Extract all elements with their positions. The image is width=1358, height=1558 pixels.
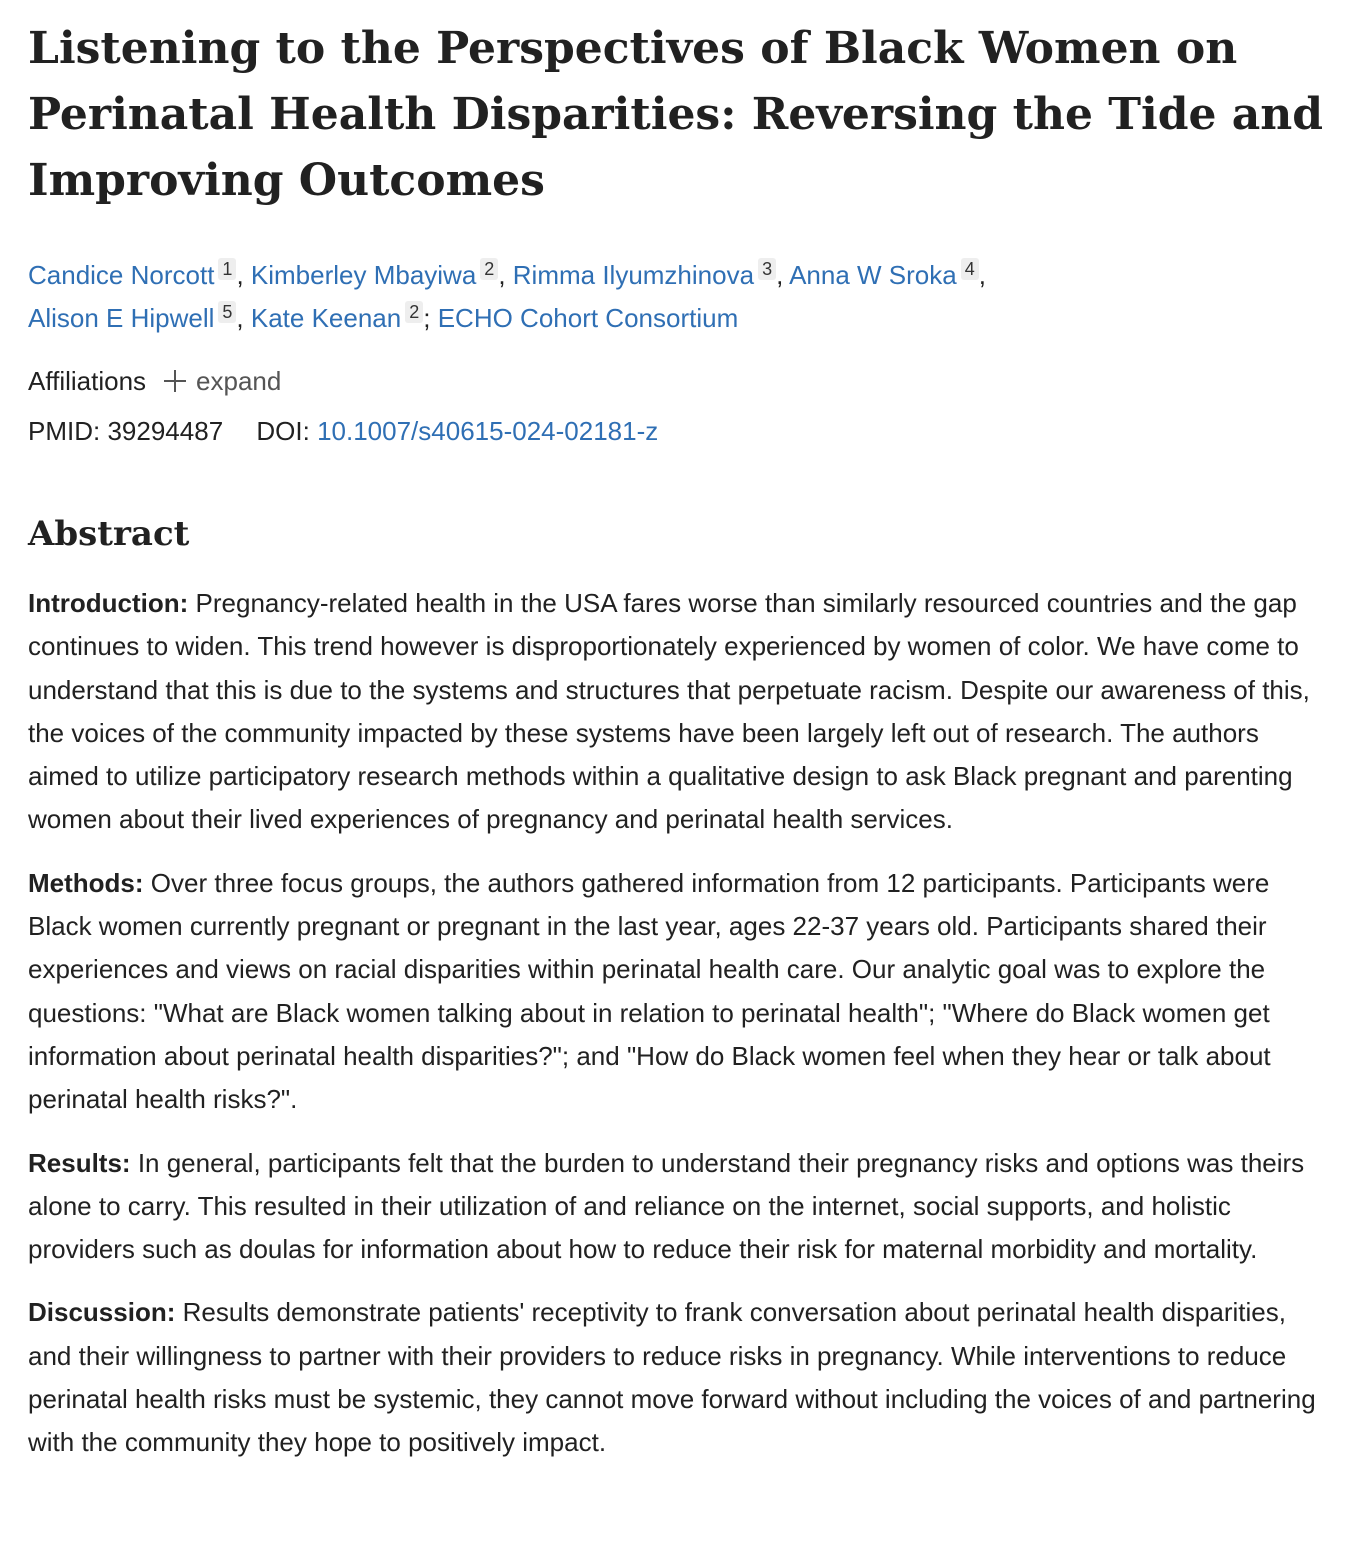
- author-link[interactable]: Alison E Hipwell: [28, 303, 215, 333]
- affiliations-label: Affiliations: [28, 366, 147, 396]
- section-label: Results:: [28, 1147, 131, 1178]
- abstract-discussion: [28, 1291, 1328, 1464]
- consortium-link[interactable]: ECHO Cohort Consortium: [437, 303, 739, 333]
- author-link[interactable]: Kate Keenan: [250, 303, 402, 333]
- doi-link[interactable]: 10.1007/s40615-024-02181-z: [317, 416, 659, 446]
- identifiers-row: [28, 410, 1328, 452]
- expand-affiliations-button[interactable]: [164, 360, 281, 402]
- author-link[interactable]: Kimberley Mbayiwa: [250, 260, 477, 290]
- section-label: Introduction:: [28, 588, 189, 618]
- affiliation-ref[interactable]: 4: [961, 258, 979, 280]
- expand-label: expand: [196, 366, 282, 396]
- affiliation-ref[interactable]: 1: [218, 258, 236, 280]
- author-list: Candice Norcott 1 , Kimberley Mbayiwa 2 , Rimma Ilyumzhinova 3 , Anna W Sroka 4 , Alison E Hipwell 5 , Kate Keenan 2 ; ECHO Cohort Consortium: [28, 259, 986, 333]
- doi-label: DOI:: [256, 416, 310, 446]
- affiliations-row: [28, 360, 1328, 402]
- section-label: Discussion:: [28, 1297, 176, 1328]
- abstract-methods: [28, 862, 1328, 1122]
- affiliation-ref[interactable]: 3: [758, 258, 776, 280]
- pmid-label: PMID:: [28, 416, 101, 446]
- affiliation-ref[interactable]: 5: [218, 301, 236, 323]
- section-text: Over three focus groups, the authors gathered information from 12 participants. Participants were Black women currently pregnant or pregnant in the last year, ages 22-37 years old. Participants shared their experiences and views on racial disparities within perinatal health care. Our analytic goal was to explore the questions: "What are Black women talking about in relation to perinatal health"; "Where do Black women get information about perinatal health disparities?"; and "How do Black women feel when they hear or talk about perinatal health risks?".: [28, 867, 1271, 1115]
- affiliation-ref[interactable]: 2: [405, 301, 423, 323]
- article-title: Listening to the Perspectives of Black Women on Perinatal Health Disparities: Reversing the Tide and Improving Outcomes: [28, 23, 1324, 206]
- affiliation-ref[interactable]: 2: [480, 258, 498, 280]
- section-text: Pregnancy-related health in the USA fares worse than similarly resourced countries and the gap continues to widen. This trend however is disproportionately experienced by women of color. We have come to understand that this is due to the systems and structures that perpetuate racism. Despite our awareness of this, the voices of the community impacted by these systems have been largely left out of research. The authors aimed to utilize participatory research methods within a qualitative design to ask Black pregnant and parenting women about their lived experiences of pregnancy and perinatal health services.: [28, 588, 1310, 835]
- article-page: [28, 16, 1328, 1465]
- plus-icon: [164, 370, 186, 392]
- abstract-results: [28, 1142, 1328, 1272]
- abstract-introduction: [28, 582, 1328, 842]
- section-text: Results demonstrate patients' receptivity to frank conversation about perinatal health disparities, and their willingness to partner with their providers to reduce risks in pregnancy. While interventions to reduce perinatal health risks must be systemic, they cannot move forward without including the voices of and partnering with the community they hope to positively impact.: [28, 1297, 1316, 1458]
- author-link[interactable]: Rimma Ilyumzhinova: [512, 260, 755, 290]
- author-link[interactable]: Candice Norcott: [28, 260, 215, 290]
- author-link[interactable]: Anna W Sroka: [789, 260, 957, 290]
- section-text: In general, participants felt that the burden to understand their pregnancy risks and options was theirs alone to carry. This resulted in their utilization of and reliance on the internet, social supports, and holistic providers such as doulas for information about how to reduce their risk for maternal morbidity and mortality.: [28, 1147, 1305, 1265]
- section-label: Methods:: [28, 867, 144, 898]
- abstract-heading: Abstract: [28, 514, 190, 554]
- pmid-value: 39294487: [107, 416, 224, 446]
